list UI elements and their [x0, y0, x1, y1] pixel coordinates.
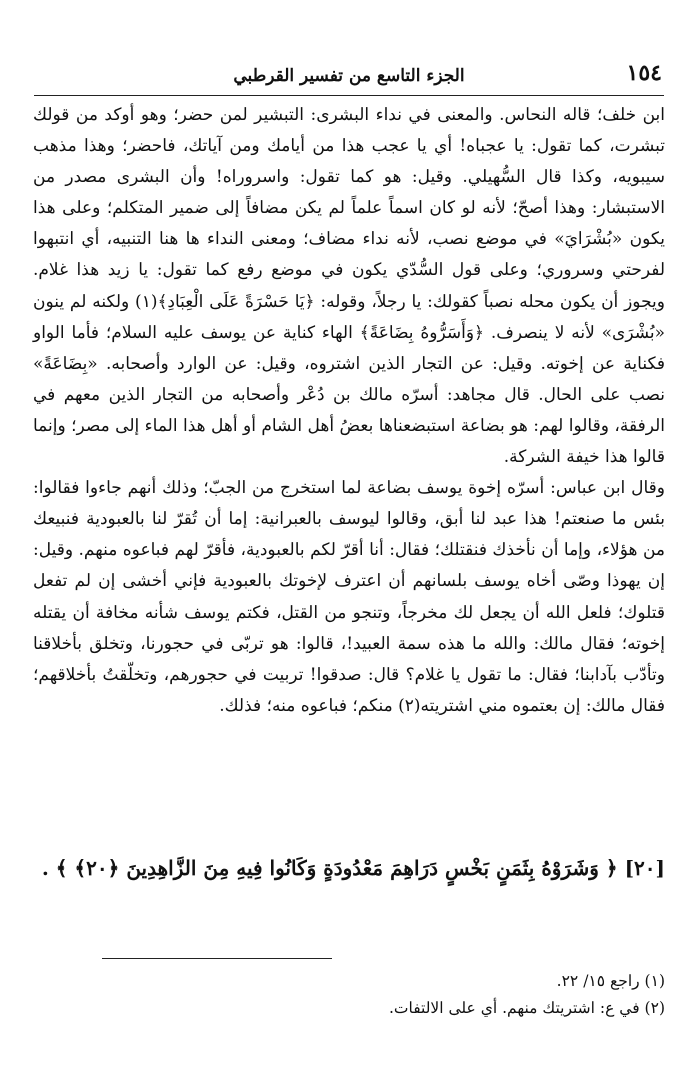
- verse-number: [٢٠]: [624, 856, 665, 880]
- page-header: [34, 56, 664, 96]
- running-title: الجزء التاسع من تفسير القرطبي: [233, 66, 465, 86]
- commentary-body: [33, 100, 665, 722]
- paragraph: ابن خلف؛ قاله النحاس. والمعنى في نداء البشرى: التبشير لمن حضر؛ وهو أوكد من قولك تبشرت، كما تقول: يا عجباه! أي يا عجب هذا من أيامك ومن آياتك، فاحضر؛ وهذا مذهب سيبويه، وكذا قال السُّهيلي. وقيل: هو كما تقول: واسروراه! وأن البشرى مصدر من الاستبشار: وهذا أصحّ؛ لأنه لو كان اسماً علماً لم يكن مضافاً إلى ضمير المتكلم؛ وعلى هذا يكون «بُشْرَايَ» في موضع نصب، لأنه نداء مضاف؛ ومعنى النداء ها هنا التنبيه، أي انتبهوا لفرحتي وسروري؛ وعلى قول السُّدّي يكون في موضع رفع كما تقول: يا زيد هذا غلام. ويجوز أن يكون محله نصباً كقولك: يا رجلاً، وقوله: ﴿يَا حَسْرَةً عَلَى الْعِبَادِ﴾(١) ولكنه لم ينون «بُشْرَى» لأنه لا ينصرف. ﴿وَأَسَرُّوهُ بِضَاعَةً﴾ الهاء كناية عن يوسف عليه السلام؛ فأما الواو فكناية عن إخوته. وقيل: عن التجار الذين اشتروه، وقيل: عن الوارد وأصحابه. «بِضَاعَةً» نصب على الحال. قال مجاهد: أسرّه مالك بن دُعْر وأصحابه من التجار الذين معهم في الرفقة، وقالوا لهم: هو بضاعة استبضعناها بعضُ أهل الشام أو أهل هذا الماء إلى مصر؛ وإنما قالوا هذا خيفة الشركة.: [33, 105, 665, 468]
- footnote: (١) راجع ١٥/ ٢٢.: [556, 972, 665, 990]
- quran-verse: [33, 848, 665, 888]
- footnotes: [33, 968, 665, 1022]
- footnote: (٢) في ع: اشتريتك منهم. أي على الالتفات.: [388, 999, 665, 1017]
- verse-text: ﴿ وَشَرَوْهُ بِثَمَنٍ بَخْسٍ دَرَاهِمَ مَعْدُودَةٍ وَكَانُوا فِيهِ مِنَ الزَّاهِدِينَ ﴿٢٠﴾ ﴾ .: [41, 856, 618, 880]
- header-rule: [34, 95, 664, 96]
- paragraph: وقال ابن عباس: أسرّه إخوة يوسف بضاعة لما استخرج من الجبّ؛ وذلك أنهم جاءوا فقالوا: بئس ما صنعتم! هذا عبد لنا أبق، وقالوا ليوسف بالعبرانية: إما أن تُقرّ لنا بالعبودية فنبيعك من هؤلاء، وإما أن نأخذك فنقتلك؛ فقال: أنا أقرّ لكم بالعبودية، فأقرّ لهم فباعوه منهم. وقيل: إن يهوذا وصّى أخاه يوسف بلسانهم أن اعترف لإخوتك بالعبودية فإني أخشى إن لم تفعل قتلوك؛ فلعل الله أن يجعل لك مخرجاً، وتنجو من القتل، فكتم يوسف شأنه مخافة أن يقتله إخوته؛ فقال مالك: والله ما هذه سمة العبيد!، قالوا: هو تربّى في حجورنا، وتخلق بأخلاقنا وتأدّب بآدابنا؛ فقال: ما تقول يا غلام؟ قال: صدقوا! تربيت في حجورهم، وتخلّقتُ بأخلاقهم؛ فقال مالك: إن بعتموه مني اشتريته(٢) منكم؛ فباعوه منه؛ فذلك.: [33, 478, 665, 716]
- footnote-rule: [102, 958, 332, 959]
- page-number: ١٥٤: [626, 60, 662, 86]
